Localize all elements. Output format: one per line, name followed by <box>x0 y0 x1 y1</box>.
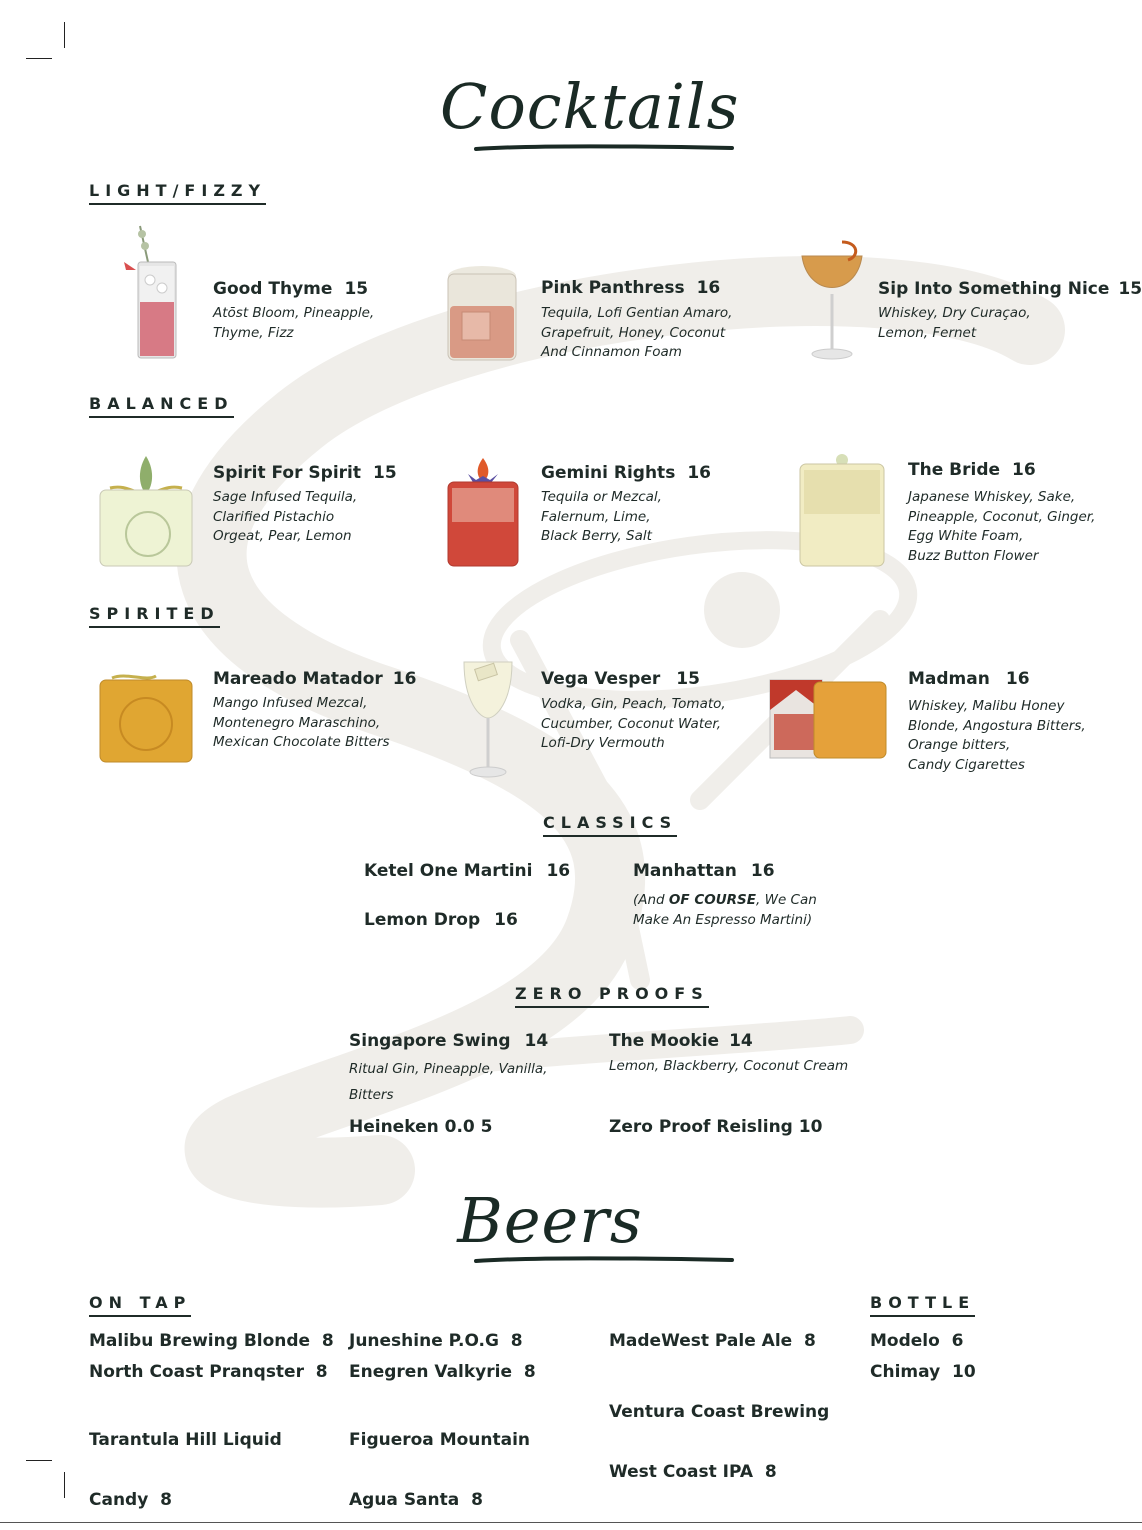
desc-line: Mexican Chocolate Bitters <box>213 734 390 750</box>
item-name: Vega Vesper <box>541 669 661 689</box>
item-name: Pink Panthress <box>541 278 685 298</box>
desc-line: Orgeat, Pear, Lemon <box>213 528 352 544</box>
section-light-fizzy: LIGHT/FIZZY <box>89 181 266 205</box>
desc-line: Whiskey, Dry Curaçao, <box>878 305 1031 321</box>
item-the-mookie <box>609 1031 753 1051</box>
item-pink-panthress <box>541 278 720 298</box>
item-vega-vesper <box>541 669 700 689</box>
item-description <box>213 488 357 547</box>
crop-mark <box>26 58 52 59</box>
beer-juneshine-pog: Juneshine P.O.G 8 <box>349 1331 523 1351</box>
desc-line: Ritual Gin, Pineapple, Vanilla, <box>349 1061 548 1077</box>
item-spirit-for-spirit <box>213 463 397 483</box>
item-gemini-rights <box>541 463 711 483</box>
desc-line: Japanese Whiskey, Sake, <box>908 489 1076 505</box>
item-name: Lemon Drop <box>364 910 481 930</box>
item-price: 15 <box>372 463 397 483</box>
title-brush-underline <box>474 142 734 154</box>
item-price: 16 <box>392 669 417 689</box>
beer-line: Candy 8 <box>89 1490 172 1510</box>
item-price: 16 <box>696 278 721 298</box>
item-singapore-swing <box>349 1031 548 1051</box>
item-name: Mareado Matador <box>213 669 383 689</box>
item-name: Ketel One Martini <box>364 861 533 881</box>
desc-line: Clarified Pistachio <box>213 508 335 525</box>
desc-line: Montenegro Maraschino, <box>213 714 381 731</box>
item-name: Madman <box>908 669 990 689</box>
desc-line: Buzz Button Flower <box>908 547 1039 564</box>
item-name: Good Thyme <box>213 279 333 299</box>
item-zero-proof-reisling: Zero Proof Reisling 10 <box>609 1117 823 1137</box>
beer-north-coast-pranqster: North Coast Pranqster 8 <box>89 1362 328 1382</box>
good-thyme-glass-illustration <box>118 222 188 364</box>
desc-line: Lemon, Fernet <box>878 324 977 341</box>
beer-line: Tarantula Hill Liquid <box>89 1430 282 1450</box>
item-price: 14 <box>524 1031 549 1051</box>
desc-line: And Cinnamon Foam <box>541 344 682 360</box>
vega-vesper-glass-illustration <box>460 656 516 780</box>
section-bottle: BOTTLE <box>870 1293 975 1317</box>
sip-into-glass-illustration <box>798 238 866 364</box>
item-mareado-matador <box>213 669 416 689</box>
desc-line: Tequila or Mezcal, <box>541 489 662 505</box>
section-zero-proofs: ZERO PROOFS <box>515 984 709 1008</box>
item-name: Sip Into Something Nice <box>878 279 1110 299</box>
section-balanced: BALANCED <box>89 394 234 418</box>
the-bride-glass-illustration <box>796 452 888 570</box>
beer-ventura-coast <box>609 1362 829 1502</box>
desc-line: Black Berry, Salt <box>541 528 652 544</box>
note-line <box>633 891 817 911</box>
crop-mark <box>64 1472 65 1498</box>
item-price: 15 <box>344 279 369 299</box>
beer-line: Ventura Coast Brewing <box>609 1402 830 1422</box>
desc-line: Orange bitters, <box>908 737 1011 753</box>
note-text: , We Can <box>756 892 817 908</box>
item-ketel-one-martini <box>364 861 570 881</box>
beer-line: Agua Santa 8 <box>349 1490 483 1510</box>
note-emphasis: OF COURSE <box>668 892 757 908</box>
beer-figueroa-mountain <box>349 1390 530 1530</box>
desc-line: Sage Infused Tequila, <box>213 489 358 505</box>
beer-malibu-brewing-blonde: Malibu Brewing Blonde 8 <box>89 1331 334 1351</box>
beer-enegren-valkyrie: Enegren Valkyrie 8 <box>349 1362 536 1382</box>
beer-line: Figueroa Mountain <box>349 1430 531 1450</box>
item-price: 16 <box>1012 460 1036 480</box>
desc-line: Pineapple, Coconut, Ginger, <box>908 508 1096 525</box>
desc-line: Atōst Bloom, Pineapple, <box>213 305 375 321</box>
item-name: Gemini Rights <box>541 463 676 483</box>
item-name: The Bride <box>908 460 1001 480</box>
item-name: The Mookie <box>609 1031 720 1051</box>
item-description <box>213 694 390 753</box>
beer-chimay: Chimay 10 <box>870 1362 976 1382</box>
item-madman <box>908 669 1030 689</box>
crop-mark <box>64 22 65 48</box>
item-price: 16 <box>750 861 775 881</box>
item-price: 15 <box>1118 279 1142 299</box>
item-price: 16 <box>687 463 711 483</box>
item-name: Singapore Swing <box>349 1031 511 1051</box>
spirit-for-spirit-glass-illustration <box>96 454 196 570</box>
pink-panthress-glass-illustration <box>442 262 522 364</box>
item-sip-into-something-nice <box>878 279 1142 299</box>
desc-line: Lemon, Blackberry, Coconut Cream <box>609 1058 849 1074</box>
item-description <box>213 304 374 343</box>
item-price: 16 <box>1005 669 1030 689</box>
desc-line: Whiskey, Malibu Honey <box>908 698 1065 714</box>
beer-modelo: Modelo 6 <box>870 1331 964 1351</box>
title-brush-underline <box>474 1254 734 1266</box>
espresso-martini-note <box>633 891 817 930</box>
item-good-thyme <box>213 279 368 299</box>
item-lemon-drop <box>364 910 518 930</box>
item-price: 15 <box>676 669 700 689</box>
desc-line: Grapefruit, Honey, Coconut <box>541 324 726 341</box>
item-price: 14 <box>729 1031 753 1051</box>
section-classics: CLASSICS <box>543 813 677 837</box>
desc-line: Falernum, Lime, <box>541 508 651 525</box>
item-description <box>908 488 1095 566</box>
beer-tarantula-hill <box>89 1390 282 1530</box>
item-description <box>908 697 1086 775</box>
item-description <box>878 304 1031 343</box>
item-heineken-zero: Heineken 0.0 5 <box>349 1117 493 1137</box>
desc-line: Thyme, Fizz <box>213 324 294 341</box>
desc-line: Blonde, Angostura Bitters, <box>908 717 1086 734</box>
beers-title: Beers <box>457 1184 643 1257</box>
section-on-tap: ON TAP <box>89 1293 191 1317</box>
item-description <box>349 1056 547 1108</box>
mareado-matador-glass-illustration <box>96 668 196 766</box>
desc-line: Bitters <box>349 1087 394 1103</box>
desc-line: Mango Infused Mezcal, <box>213 695 368 711</box>
item-name: Manhattan <box>633 861 737 881</box>
item-manhattan <box>633 861 775 881</box>
section-spirited: SPIRITED <box>89 604 220 628</box>
item-description <box>609 1057 848 1077</box>
note-text: (And <box>633 892 669 908</box>
note-line: Make An Espresso Martini) <box>633 911 813 928</box>
desc-line: Candy Cigarettes <box>908 756 1025 773</box>
beer-line: West Coast IPA 8 <box>609 1462 777 1482</box>
item-price: 16 <box>494 910 518 930</box>
item-description <box>541 488 662 547</box>
desc-line: Cucumber, Coconut Water, <box>541 715 722 732</box>
item-price: 16 <box>546 861 571 881</box>
cocktails-title: Cocktails <box>440 70 740 143</box>
desc-line: Lofi-Dry Vermouth <box>541 735 665 751</box>
item-name: Spirit For Spirit <box>213 463 361 483</box>
desc-line: Egg White Foam, <box>908 528 1024 544</box>
item-description <box>541 695 726 754</box>
beer-madewest-pale-ale: MadeWest Pale Ale 8 <box>609 1331 816 1351</box>
item-the-bride <box>908 460 1036 480</box>
crop-mark <box>26 1460 52 1461</box>
item-description <box>541 304 732 363</box>
madman-glass-illustration <box>768 670 888 762</box>
desc-line: Tequila, Lofi Gentian Amaro, <box>541 305 733 321</box>
gemini-rights-glass-illustration <box>444 454 522 570</box>
desc-line: Vodka, Gin, Peach, Tomato, <box>541 696 726 712</box>
